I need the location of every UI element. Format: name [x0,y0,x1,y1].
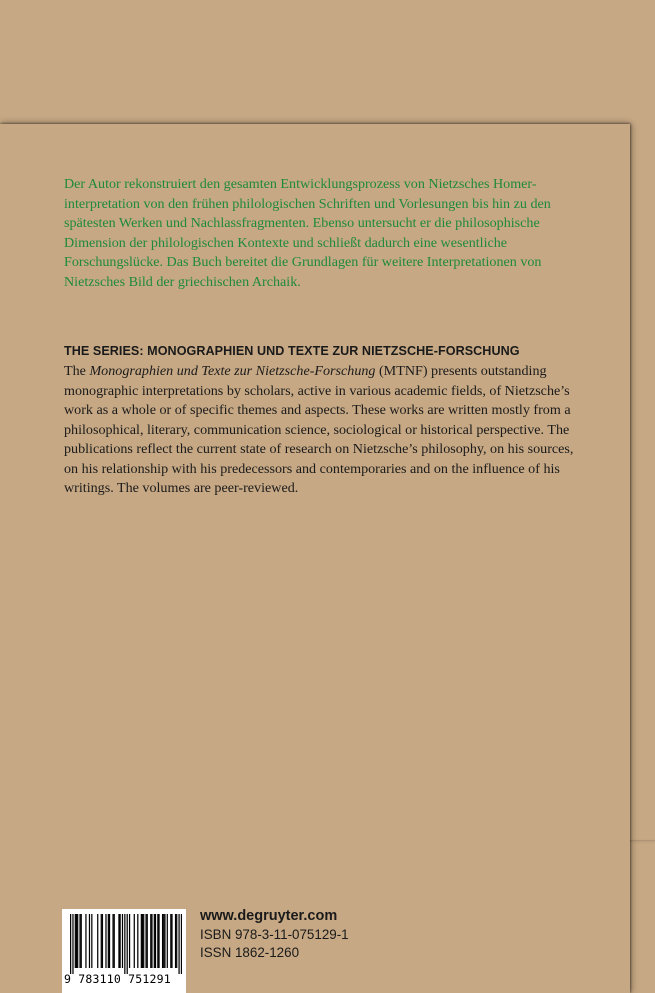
barcode-bar [81,914,82,968]
barcode-bar [72,914,73,974]
barcode-bar [147,914,148,968]
series-line: monographic interpretations by scholars, active in various academic fields, of Nietzsche’s [64,382,570,399]
barcode-bar [167,914,168,968]
barcode-bar [108,914,109,968]
blurb-line: Nietzsches Bild der griechischen Archaik. [64,273,301,290]
barcode-bar [91,914,92,968]
barcode-bar [127,914,128,974]
barcode-bar [118,914,119,968]
series-intro: The [64,363,90,379]
series-line: on his relationship with his predecessors and contemporaries and on the influence of his [64,460,560,477]
barcode-digits: 9 783110 751291 [64,972,171,986]
isbn-number: ISBN 978-3-11-075129-1 [200,927,349,942]
series-description [64,362,612,499]
issn-number: ISSN 1862-1260 [200,945,300,960]
barcode-bar [79,914,80,968]
barcode-bar [76,914,77,968]
barcode-bar [101,914,102,968]
barcode-bar [163,914,164,968]
blurb-line: interpretation von den frühen philologischen Schriften und Vorlesungen bis hin zu den [64,195,551,212]
series-heading: THE SERIES: MONOGRAPHIEN UND TEXTE ZUR NIETZSCHE-FORSCHUNG [64,344,520,358]
publisher-website: www.degruyter.com [200,908,338,924]
barcode-bar [109,914,110,968]
barcode-bar [143,914,144,968]
barcode-bar [134,914,135,968]
barcode-bar [181,914,182,974]
book-blurb [64,175,604,292]
barcode-bar [77,914,78,968]
barcode-bar [158,914,159,968]
series-name: Monographien und Texte zur Nietzsche-Forschung [89,363,376,379]
series-line: publications reflect the current state of research on Nietzsche’s philosophy, on his sources, [64,441,574,457]
barcode-bar [162,914,163,968]
blurb-line: Der Autor rekonstruiert den gesamten Entwicklungsprozess von Nietzsches Homer- [64,176,537,192]
series-line-rest: (MTNF) presents outstanding [375,363,547,379]
series-line: philosophical, literary, communication science, sociological or historical perspective. The [64,421,570,438]
barcode-bar [102,914,103,968]
barcode-bar [170,914,171,968]
barcode-bar [114,914,115,968]
barcode-bar [85,914,86,968]
barcode-bar [142,914,143,968]
barcode-bar [89,914,90,968]
barcode-bars [70,914,182,974]
sheet-edge-line [630,840,655,841]
barcode-bar [171,914,172,968]
series-line: work as a whole or of specific themes and aspects. These works are written mostly from a [64,402,571,418]
barcode-bar [175,914,176,968]
barcode-bar [154,914,155,968]
barcode-bar [97,914,98,968]
barcode-bar [124,914,125,974]
barcode-bar [122,914,123,968]
publisher-info [200,906,349,962]
blurb-line: Dimension der philologischen Kontexte und schließt dadurch eine wesentliche [64,234,508,251]
barcode-bar [151,914,152,968]
barcode-bar [157,914,158,968]
barcode-bar [176,914,177,968]
barcode-bar [178,914,179,974]
barcode-bar [145,914,146,968]
barcode-bar [75,914,76,968]
barcode-bar [105,914,106,968]
barcode-bar [112,914,113,968]
barcode-bar [155,914,156,968]
blurb-line: spätesten Werken und Nachlassfragmenten. Ebenso untersucht er die philosophische [64,215,540,231]
barcode-bar [129,914,130,968]
series-line: writings. The volumes are peer-reviewed. [64,480,299,496]
barcode-bar [164,914,165,968]
barcode-bar [150,914,151,968]
barcode-bar [137,914,138,968]
barcode-bar [70,914,71,974]
isbn-barcode [62,909,186,993]
barcode-bar [141,914,142,968]
barcode-bar [120,914,121,968]
blurb-line: Forschungslücke. Das Buch bereitet die Grundlagen für weitere Interpretationen von [64,254,542,270]
series-line [64,362,612,382]
